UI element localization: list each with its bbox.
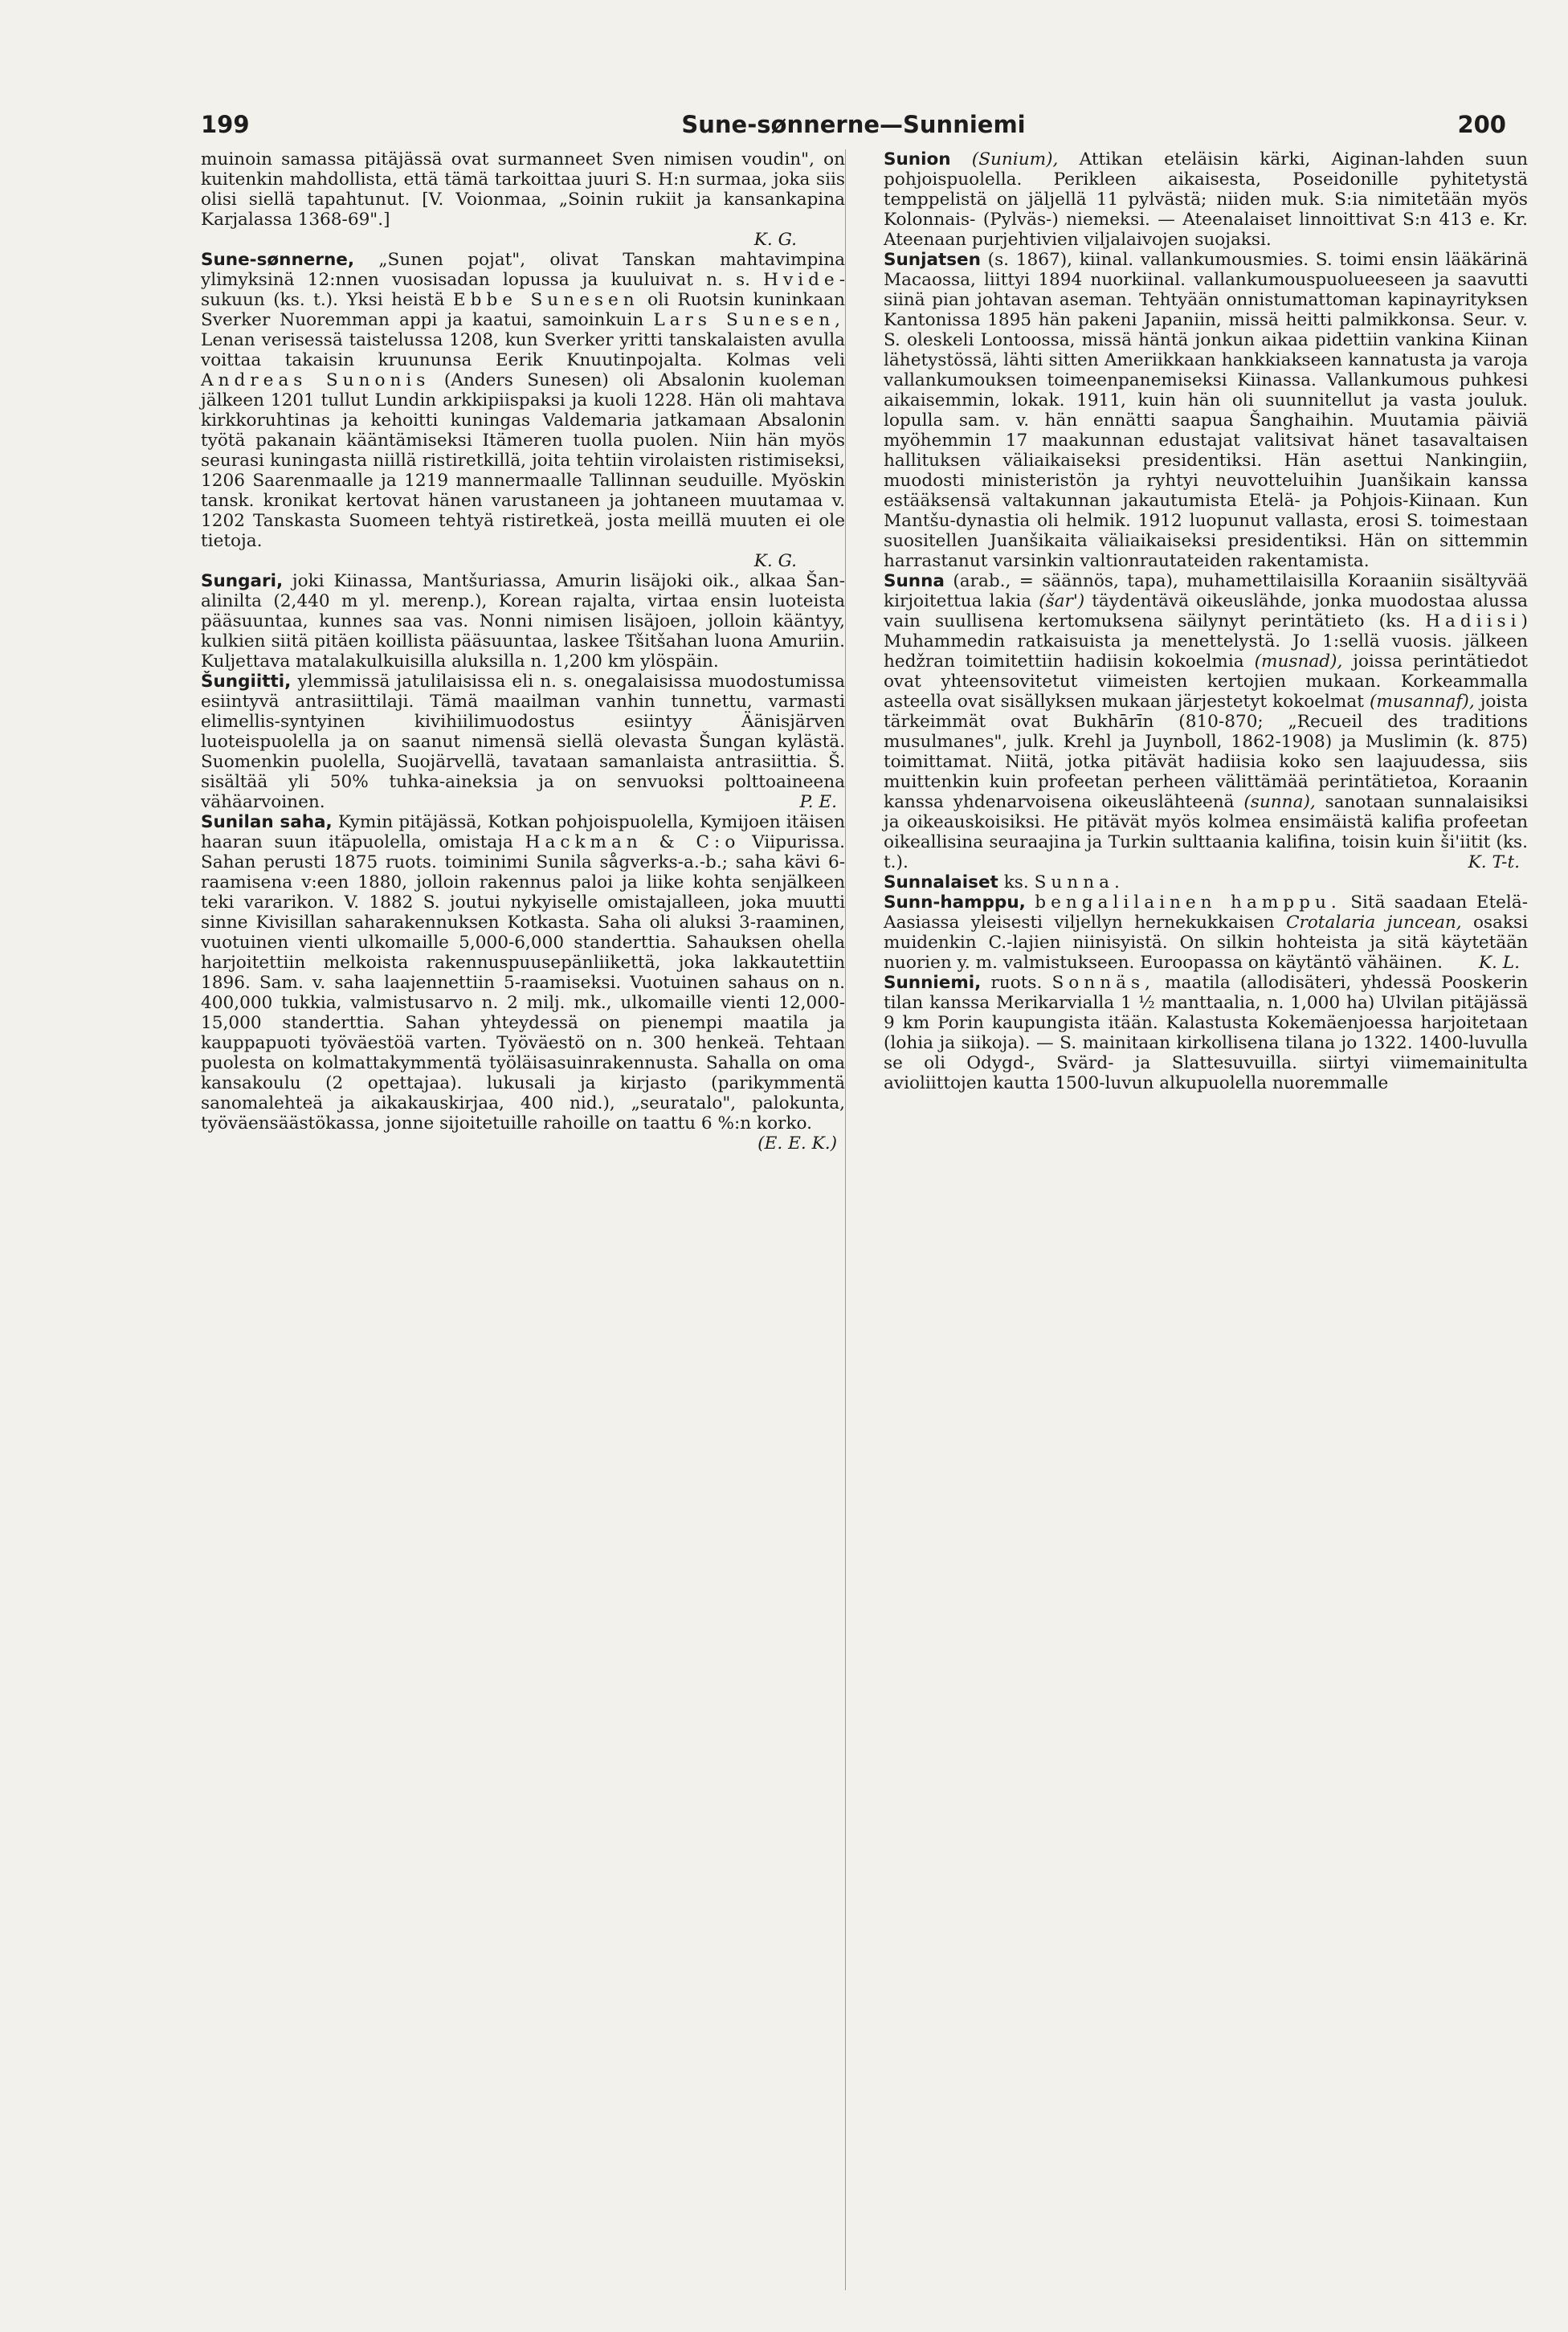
entry-sunn-hamppu: Sunn-hamppu, bengalilainen hamppu. Sitä saadaan Etelä-Aasiassa yleisesti viljellyn hernekukkaisen Crotalaria juncean, osaksi muidenkin C.-lajien niinisyistä. On silkin hohteista ja sitä käytetään nuorien y. m. valmistukseen. Euroopassa on käytäntö vähäinen. K. L. [884, 892, 1528, 973]
signature: K. T-t. [1468, 852, 1520, 872]
headword: Sunna [884, 571, 945, 591]
right-column [884, 149, 1528, 1093]
entry-sungari: Sungari, joki Kiinassa, Mantšuriassa, Amurin lisäjoki oik., alkaa Šan-alinilta (2,440 m yl. merenp.), Korean rajalta, virtaa ensin luoteista pääsuuntaa, kunnes saa vas. Nonni nimisen lisäjoen, jolloin kääntyy, kulkien siitä pitäen koillista pääsuuntaa, laskee Tšitšahan luona Amuriin. Kuljettava matalakulkuisilla aluksilla n. 1,200 km ylöspäin. [201, 571, 845, 672]
headword: Sunjatsen [884, 250, 981, 270]
page-header [201, 103, 1506, 143]
entry-sungiitti: Šungiitti, ylemmissä jatulilaisissa eli n. s. onegalaisissa muodostumissa esiintyvä antrasiittilaji. Tämä maailman vanhin tunnettu, varmasti elimellis-syntyinen kivihiilimuodostus esiintyy Äänisjärven luoteispuolella ja on saanut nimensä siellä olevasta Šungan kylästä. Suomenkin puolella, Suojärvellä, tavataan samanlaista antrasiittia. Š. sisältää yli 50% tuhka-aineksia ja on senvuoksi polttoaineena vähäarvoinen. P. E. [201, 672, 845, 812]
signature: K. L. [1478, 953, 1520, 973]
entry-sune-sonnerne: Sune-sønnerne, „Sunen pojat", olivat Tanskan mahtavimpina ylimyksinä 12:nnen vuosisadan lopussa ja kuuluivat n. s. Hvide-sukuun (ks. t.). Yksi heistä Ebbe Sunesen oli Ruotsin kuninkaan Sverker Nuoremman appi ja kaatui, samoinkuin Lars Sunesen, Lenan verisessä taistelussa 1208, kun Sverker yritti tanskalaisten avulla voittaa takaisin kruununsa Eerik Knuutinpojalta. Kolmas veli Andreas Sunonis (Anders Sunesen) oli Absalonin kuoleman jälkeen 1201 tullut Lundin arkkipiispaksi ja kuoli 1228. Hän oli mahtava kirkkoruhtinas ja kehoitti kuningas Valdemaria jatkamaan Absalonin työtä pakanain kääntämiseksi Itämeren tuolla puolen. Niin hän myös seurasi kuningasta niillä ristiretkillä, joita tehtiin virolaisten ristimiseksi, 1206 Saarenmaalle ja 1219 mannermaalle Tallinnan seuduille. Myöskin tansk. kronikat kertovat hänen varustaneen ja johtaneen muutamaa v. 1202 Tanskasta Suomeen tehtyä ristiretkeä, josta meillä muuten ei ole tietoja. [201, 250, 845, 551]
left-column [201, 149, 845, 1154]
headword: Sunn-hamppu, [884, 892, 1026, 913]
signature: (E. E. K.) [757, 1133, 837, 1154]
running-title: Sune-sønnerne—Sunniemi [681, 111, 1026, 138]
headword: Sunniemi, [884, 973, 982, 993]
entry-sunion: Sunion (Sunium), Attikan eteläisin kärki, Aiginan-lahden suun pohjoispuolella. Perikleen aikaisesta, Poseidonille pyhitetystä temppelistä on jäljellä 11 pylvästä; niiden muk. S:ia nimitetään myös Kolonnais- (Pylväs-) niemeksi. — Ateenalaiset linnoittivat S:n 413 e. Kr. Ateenaan purjehtivien viljalaivojen suojaksi. [884, 149, 1528, 250]
signature: K. G. [753, 230, 797, 250]
headword: Šungiitti, [201, 672, 292, 692]
entry-sunjatsen: Sunjatsen (s. 1867), kiinal. vallankumousmies. S. toimi ensin lääkärinä Macaossa, liittyi 1894 nuorkiinal. vallankumouspuolueeseen ja saavutti siinä pian johtavan aseman. Tehtyään onnistumattoman kapinayrityksen Kantonissa 1895 hän pakeni Japaniin, missä heitti palmikkonsa. Seur. v. S. oleskeli Lontoossa, missä häntä jonkun aikaa pidettiin vankina Kiinan lähetystössä, lähti sitten Ameriikkaan hankkiakseen kannatusta ja varoja vallankumouksen toimeenpanemiseksi Kiinassa. Vallankumous puhkesi aikaisemmin, lokak. 1911, kuin hän oli suunnitellut ja vasta jouluk. lopulla sam. v. hän ennätti saapua Šanghaihin. Muutamia päiviä myöhemmin 17 maakunnan edustajat valitsivat hänet tasavaltaisen hallituksen väliaikaiseksi presidentiksi. Hän asettui Nankingiin, muodosti ministeristön ja ryhtyi neuvotteluihin Juanšikain kanssa estääksensä valtakunnan jakautumista Etelä- ja Pohjois-Kiinaan. Kun Mantšu-dynastia oli helmik. 1912 luopunut vallasta, erosi S. toimestaan suositellen Juanšikaita väliaikaiseksi presidentiksi. Hän on sittemmin harrastanut varsinkin valtionrautateiden rakentamista. [884, 250, 1528, 571]
headword: Sunion [884, 149, 951, 169]
page-number-right: 200 [1457, 111, 1506, 138]
entry-sunnalaiset: Sunnalaiset ks. Sunna. [884, 872, 1125, 892]
signature: K. G. [753, 551, 797, 571]
entry-sunilan-saha: Sunilan saha, Kymin pitäjässä, Kotkan pohjoispuolella, Kymijoen itäisen haaran suun itäpuolella, omistaja Hackman & C:o Viipurissa. Sahan perusti 1875 ruots. toiminimi Sunila sågverks-a.-b.; saha kävi 6-raamisena v:een 1880, jolloin rakennus paloi ja liike kohta senjälkeen teki vararikon. V. 1882 S. joutui nykyiselle omistajalleen, joka muutti sinne Kivisillan saharakennuksen Kotkasta. Saha oli aluksi 3-raaminen, vuotuinen vienti ulkomaille 5,000-6,000 standerttia. Sahauksen ohella harjoitettiin melkoista rakennuspuusepänliikettä, joka lakkautettiin 1896. Sam. v. saha laajennettiin 5-raamiseksi. Vuotuinen sahaus on n. 400,000 tukkia, valmistusarvo n. 2 milj. mk., ulkomaille vienti 12,000-15,000 standerttia. Sahan yhteydessä on pienempi maatila ja kauppapuoti työväestöä varten. Työväestö on n. 300 henkeä. Tehtaan puolesta on kolmattakymmentä työläisasuinrakennusta. Sahalla on oma kansakoulu (2 opettajaa). lukusali ja kirjasto (parikymmentä sanomalehteä ja aikakauskirjaa, 400 nid.), „seuratalo", palokunta, työväensäästökassa, jonne sijoitetuille rahoille on taattu 6 %:n korko. (E. E. K.) [201, 812, 845, 1154]
entry-sunna: Sunna (arab., = säännös, tapa), muhamettilaisilla Koraaniin sisältyvää kirjoitettua lakia (šar') täydentävä oikeuslähde, jonka muodostaa alussa vain suullisena kertomuksena säilynyt perintätieto (ks. Hadiisi) Muhammedin ratkaisuista ja menettelystä. Jo 1:sellä vuosis. jälkeen hedžran toimitettiin hadiisin kokoelmia (musnad), joissa perintätiedot ovat yhteensovitetut viimeisten kertojien mukaan. Korkeammalla asteella ovat sisällyksen mukaan järjestetyt kokoelmat (musannaf), joista tärkeimmät ovat Bukhārīn (810-870; „Recueil des traditions musulmanes", julk. Krehl ja Juynboll, 1862-1908) ja Muslimin (k. 875) toimittamat. Niitä, jotka pitävät hadiisia koko sen laajuudessa, siis muittenkin kuin profeetan perheen välittämää perintätietoa, Koraanin kanssa yhdenarvoisena oikeuslähteenä (sunna), sanotaan sunnalaisiksi ja oikeauskoisiksi. He pitävät myös kolmea ensimäistä kalifia profeetan oikeallisina seuraajina ja Turkin sulttaania kalifina, toisin kuin ši'iitit (ks. t.). K. T-t. [884, 571, 1528, 872]
headword: Sune-sønnerne, [201, 250, 355, 270]
signature: P. E. [799, 792, 837, 812]
page-number-left: 199 [201, 111, 250, 138]
column-divider [845, 149, 846, 2290]
headword: Sunilan saha, [201, 812, 333, 832]
continued-entry: muinoin samassa pitäjässä ovat surmanneet Sven nimisen voudin", on kuitenkin mahdollista, että tämä tarkoittaa juuri S. H:n surmaa, joka siis olisi siellä tapahtunut. [V. Voionmaa, „Soinin rukiit ja kansankapina Karjalassa 1368-69".] [201, 149, 845, 230]
headword: Sungari, [201, 571, 284, 591]
headword: Sunnalaiset [884, 872, 998, 892]
entry-sunniemi: Sunniemi, ruots. Sonnäs, maatila (allodisäteri, yhdessä Pooskerin tilan kanssa Merikarvialla 1 ½ manttaalia, n. 1,000 ha) Ulvilan pitäjässä 9 km Porin kaupungista itään. Kalastusta Kokemäenjoessa harjoitetaan (lohia ja siikoja). — S. mainitaan kirkollisena tilana jo 1322. 1400-luvulla se oli Odygd-, Svärd- ja Slattesuvuilla. siirtyi viimemainitulta avioliittojen kautta 1500-luvun alkupuolella nuoremmalle [884, 973, 1529, 1093]
